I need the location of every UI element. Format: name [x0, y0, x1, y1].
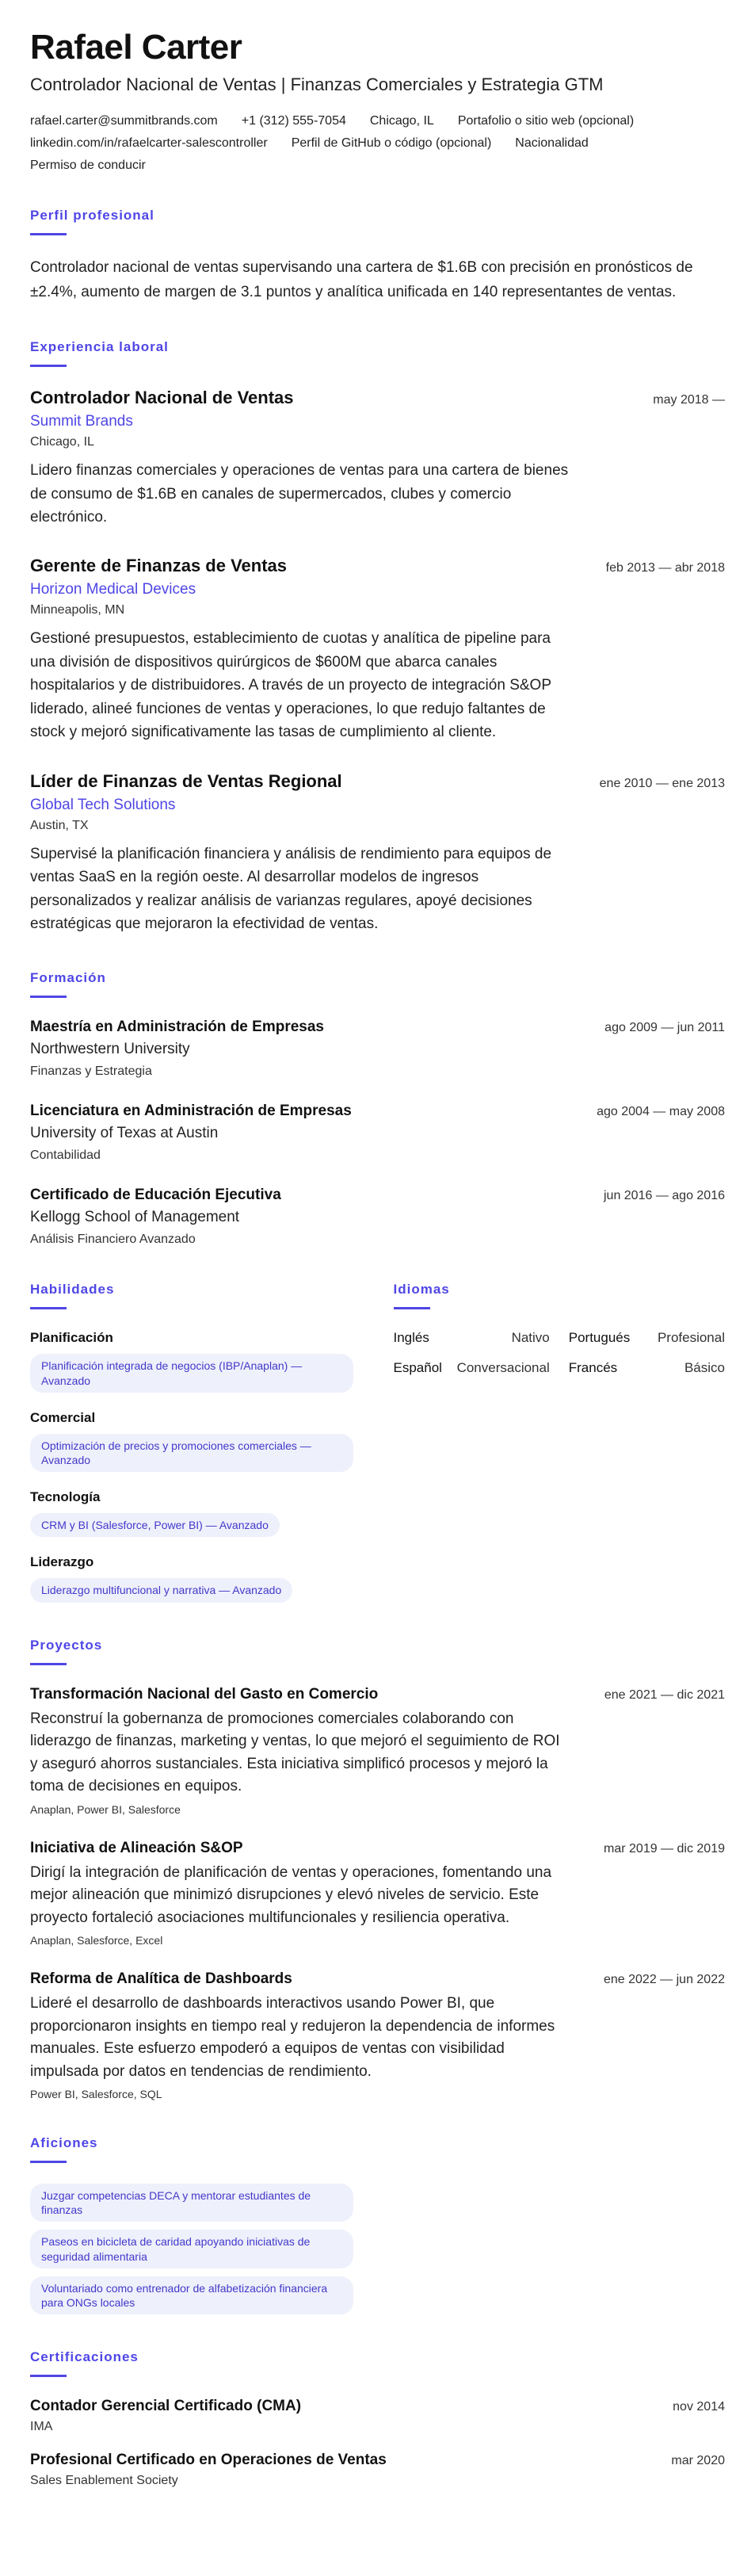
skill-category: Comercial: [30, 1409, 96, 1425]
language-item: [394, 1330, 550, 1346]
certification-title: Contador Gerencial Certificado (CMA): [30, 2398, 302, 2415]
section-divider: [30, 365, 67, 367]
certifications-section: [30, 2349, 725, 2488]
resume-header: [30, 29, 725, 173]
job-entry: [30, 771, 725, 936]
job-location: Austin, TX: [30, 818, 89, 832]
skill-pill: Planificación integrada de negocios (IBP/Anaplan) — Avanzado: [30, 1354, 353, 1392]
project-title: Reforma de Analítica de Dashboards: [30, 1970, 292, 1988]
profile-summary: Controlador nacional de ventas supervisando una cartera de $1.6B con precisión en pronósticos de ±2.4%, aumento de margen de 3.1 puntos y analítica unificada en 140 representantes de ventas.: [30, 259, 693, 300]
skill-category: Liderazgo: [30, 1554, 94, 1570]
language-item: [569, 1360, 725, 1376]
project-date: ene 2021 — dic 2021: [604, 1687, 725, 1702]
education-date: jun 2016 — ago 2016: [603, 1189, 725, 1203]
job-title: Gerente de Finanzas de Ventas: [30, 556, 288, 576]
language-item: [569, 1330, 725, 1346]
project-description: Dirigí la integración de planificación de ventas y operaciones, fomentando una mejor alineación que minimizó disrupciones y elevó niveles de servicio. Este proyecto fortaleció asociaciones multifuncionales y resiliencia operativa.: [30, 1863, 552, 1926]
skill-pill: Liderazgo multifuncional y narrativa — Avanzado: [30, 1578, 292, 1602]
section-title: Habilidades: [30, 1282, 115, 1298]
section-title: Aficiones: [30, 2135, 98, 2151]
education-field: Finanzas y Estrategia: [30, 1064, 152, 1079]
skill-category: Planificación: [30, 1330, 113, 1346]
education-field: Análisis Financiero Avanzado: [30, 1233, 196, 1247]
language-item: [394, 1360, 550, 1376]
project-title: Transformación Nacional del Gasto en Comercio: [30, 1685, 379, 1703]
contact-email[interactable]: rafael.carter@summitbrands.com: [30, 114, 218, 128]
job-date: ene 2010 — ene 2013: [599, 776, 725, 790]
language-level: Básico: [684, 1360, 725, 1376]
language-level: Conversacional: [456, 1360, 550, 1376]
education-school: Kellogg School of Management: [30, 1209, 240, 1226]
hobby-pill: Voluntariado como entrenador de alfabetización financiera para ONGs locales: [30, 2276, 353, 2314]
certification-entry: [30, 2398, 725, 2434]
education-entry: [30, 1187, 725, 1247]
section-title: Perfil profesional: [30, 208, 154, 224]
projects-section: [30, 1638, 725, 2101]
section-title: Experiencia laboral: [30, 339, 169, 355]
job-title: Líder de Finanzas de Ventas Regional: [30, 770, 342, 791]
education-degree: Certificado de Educación Ejecutiva: [30, 1187, 281, 1204]
job-company: Summit Brands: [30, 413, 133, 430]
candidate-name: Rafael Carter: [30, 28, 242, 67]
section-divider: [30, 2161, 67, 2163]
job-title: Controlador Nacional de Ventas: [30, 388, 294, 408]
job-description: Lidero finanzas comerciales y operaciones de ventas para una cartera de bienes de consumo de $1.6B en canales de supermercados, clubes y comercio electrónico.: [30, 462, 569, 526]
education-section: [30, 970, 725, 1247]
section-title: Certificaciones: [30, 2349, 139, 2365]
contact-linkedin[interactable]: linkedin.com/in/rafaelcarter-salescontroller: [30, 136, 268, 151]
education-entry: [30, 1103, 725, 1163]
skill-group: [30, 1330, 362, 1602]
skills-languages-row: [30, 1282, 725, 1602]
contact-info: [30, 114, 711, 173]
certification-issuer: IMA: [30, 2420, 53, 2434]
skill-pill: CRM y BI (Salesforce, Power BI) — Avanzado: [30, 1513, 280, 1537]
section-divider: [394, 1307, 430, 1309]
contact-portfolio[interactable]: Portafolio o sitio web (opcional): [457, 114, 635, 128]
job-description: Supervisé la planificación financiera y análisis de rendimiento para equipos de ventas SaaS en la región oeste. Al desarrollar modelos de ingresos personalizados y realizar análisis de varianzas regulares, apoyé decisiones estratégicas que mejoraron la efectividad de ventas.: [30, 845, 552, 932]
certification-title: Profesional Certificado en Operaciones de Ventas: [30, 2452, 387, 2469]
language-list: [394, 1330, 726, 1376]
section-divider: [30, 1307, 67, 1309]
project-tech: Power BI, Salesforce, SQL: [30, 2088, 162, 2101]
education-school: University of Texas at Austin: [30, 1125, 219, 1142]
education-school: Northwestern University: [30, 1041, 190, 1058]
hobbies-section: [30, 2135, 725, 2314]
education-date: ago 2004 — may 2008: [597, 1105, 725, 1119]
project-tech: Anaplan, Salesforce, Excel: [30, 1934, 163, 1947]
project-tech: Anaplan, Power BI, Salesforce: [30, 1802, 181, 1816]
certification-issuer: Sales Enablement Society: [30, 2474, 178, 2488]
job-description: Gestioné presupuestos, establecimiento de cuotas y analítica de pipeline para una división de dispositivos quirúrgicos de $600M que abarca canales hospitalarios y de distribuidores. A través de un proyecto de integración S&OP liderado, alineé funciones de ventas y operaciones, lo que redujo faltantes de stock y mejoró significativamente las tasas de cumplimiento al cliente.: [30, 630, 551, 741]
job-entry: [30, 556, 725, 743]
job-entry: [30, 388, 725, 529]
section-title: Formación: [30, 970, 106, 986]
hobby-pill: Juzgar competencias DECA y mentorar estudiantes de finanzas: [30, 2184, 353, 2222]
job-location: Chicago, IL: [30, 435, 94, 449]
job-company: Horizon Medical Devices: [30, 581, 196, 598]
skills-section: [30, 1282, 362, 1602]
skill-category: Tecnología: [30, 1489, 101, 1505]
contact-phone: +1 (312) 555-7054: [241, 114, 346, 128]
contact-github[interactable]: Perfil de GitHub o código (opcional): [291, 136, 492, 151]
job-location: Minneapolis, MN: [30, 603, 125, 617]
certification-entry: [30, 2452, 725, 2488]
section-divider: [30, 233, 67, 235]
section-divider: [30, 1663, 67, 1665]
experience-section: [30, 339, 725, 935]
project-description: Reconstruí la gobernanza de promociones comerciales colaborando con liderazgo de finanzas, marketing y ventas, lo que mejoró el seguimiento de ROI y aseguró ahorros sustanciales. Esta iniciativa simplificó procesos y mejoró la toma de decisiones en equipos.: [30, 1710, 560, 1795]
project-entry: [30, 1970, 725, 2100]
education-degree: Licenciatura en Administración de Empresas: [30, 1103, 352, 1120]
skill-pill: Optimización de precios y promociones comerciales — Avanzado: [30, 1434, 353, 1472]
certification-date: mar 2020: [671, 2454, 725, 2468]
certification-date: nov 2014: [673, 2400, 725, 2414]
contact-driving-license: Permiso de conducir: [30, 159, 146, 173]
hobby-pill: Paseos en bicicleta de caridad apoyando iniciativas de seguridad alimentaria: [30, 2230, 353, 2268]
job-date: feb 2013 — abr 2018: [605, 561, 725, 575]
project-description: Lideré el desarrollo de dashboards interactivos usando Power BI, que proporcionaron insights en tiempo real y redujeron la dependencia de informes manuales. Este esfuerzo empoderó a equipos de ventas con visibilidad impulsada por datos en tendencias de rendimiento.: [30, 1995, 555, 2080]
contact-nationality: Nacionalidad: [515, 136, 589, 151]
project-entry: [30, 1840, 725, 1947]
language-name: Portugués: [568, 1330, 631, 1346]
candidate-headline: Controlador Nacional de Ventas | Finanzas Comerciales y Estrategia GTM: [30, 75, 604, 95]
education-field: Contabilidad: [30, 1148, 101, 1163]
project-date: mar 2019 — dic 2019: [604, 1841, 725, 1856]
language-name: Inglés: [393, 1330, 429, 1346]
project-title: Iniciativa de Alineación S&OP: [30, 1839, 243, 1856]
language-level: Nativo: [511, 1330, 550, 1346]
project-date: ene 2022 — jun 2022: [603, 1973, 725, 1987]
project-entry: [30, 1686, 725, 1816]
job-company: Global Tech Solutions: [30, 796, 176, 813]
section-divider: [30, 996, 67, 998]
profile-section: [30, 208, 725, 304]
education-entry: [30, 1019, 725, 1079]
contact-location: Chicago, IL: [369, 114, 434, 128]
language-level: Profesional: [657, 1330, 725, 1346]
education-degree: Maestría en Administración de Empresas: [30, 1019, 324, 1036]
languages-section: [394, 1282, 726, 1602]
language-name: Francés: [568, 1360, 618, 1376]
section-title: Idiomas: [393, 1282, 450, 1298]
job-date: may 2018 —: [653, 393, 725, 407]
section-divider: [30, 2375, 67, 2377]
education-date: ago 2009 — jun 2011: [604, 1021, 725, 1035]
language-name: Español: [393, 1360, 442, 1376]
section-title: Proyectos: [30, 1637, 103, 1653]
